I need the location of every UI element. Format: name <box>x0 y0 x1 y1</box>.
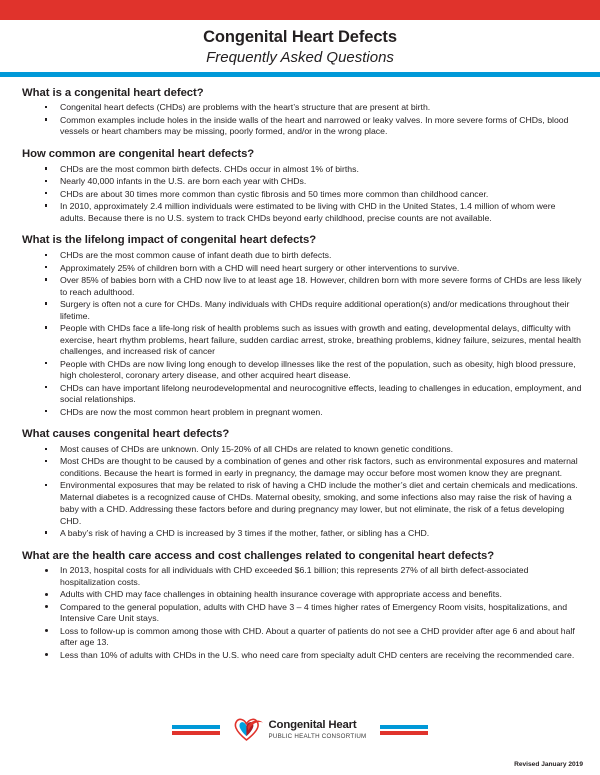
faq-answer-item <box>22 250 583 262</box>
faq-answer-text: CHDs are the most common cause of infant death due to birth defects. <box>60 250 332 261</box>
round-bullet-icon <box>45 653 48 656</box>
faq-answer-list <box>22 444 583 539</box>
faq-answer-text: CHDs are about 30 times more common than cystic fibrosis and 50 times more common than childhood cancer. <box>60 188 489 199</box>
faq-section <box>22 549 583 662</box>
square-bullet-icon <box>45 460 47 462</box>
faq-section <box>22 233 583 418</box>
faq-answer-item <box>22 383 583 406</box>
page-title: Congenital Heart Defects <box>203 28 397 46</box>
square-bullet-icon <box>45 254 47 256</box>
faq-question-heading: How common are congenital heart defects? <box>22 148 255 161</box>
faq-answer-list <box>22 565 583 661</box>
faq-answer-text: Over 85% of babies born with a CHD now live to at least age 18. However, children born with more severe forms of CHDs are less likely to reach adulthood. <box>60 274 582 297</box>
footer-logo-row <box>0 713 600 747</box>
faq-answer-item <box>22 456 583 479</box>
faq-answer-text: Environmental exposures that may be related to risk of having a CHD include the mother’s diet and certain chemicals and medications. Maternal diabetes is a recognized cause of CHDs. Maternal obesity, smoking, and some infections also may raise the risk of having a baby with a CHD. Addressing these factors before and during pregnancy may lower, but not eliminate, the risk of a fetus developing CHD. <box>60 480 578 526</box>
faq-answer-item <box>22 359 583 382</box>
logo-name: Congenital Heart <box>268 719 357 732</box>
square-bullet-icon <box>45 484 47 486</box>
footer-rule-right-red <box>380 731 428 735</box>
faq-question-heading: What is a congenital heart defect? <box>22 86 204 99</box>
faq-answer-list <box>22 164 583 224</box>
square-bullet-icon <box>45 118 47 120</box>
faq-answer-text: Common examples include holes in the inside walls of the heart and narrowed or leaky valves. In more severe forms of CHDs, blood vessels or heart chambers may be missing, poorly formed, and/or in the wrong place. <box>60 114 569 137</box>
document-footer <box>0 709 600 775</box>
faq-answer-text: In 2010, approximately 2.4 million individuals were estimated to be living with CHD in the United States, 1.4 million of whom were adults. Because there is no U.S. system to track CHDs beyond early childhood, precise counts are not available. <box>60 200 556 223</box>
faq-answer-text: Most CHDs are thought to be caused by a combination of genes and other risk factors, such as environmental exposures and maternal conditions. Because the heart is formed in early in pregnancy, the damage may occur before most women know they are pregnant. <box>60 456 578 479</box>
document-header <box>0 20 600 72</box>
faq-answer-item <box>22 176 583 188</box>
round-bullet-icon <box>45 569 48 572</box>
faq-answer-item <box>22 650 583 662</box>
faq-answer-item <box>22 602 583 625</box>
square-bullet-icon <box>45 386 47 388</box>
faq-answer-text: Approximately 25% of children born with a CHD will need heart surgery or other interventions to survive. <box>60 262 460 273</box>
square-bullet-icon <box>45 204 47 206</box>
faq-section <box>22 86 583 139</box>
organization-logo <box>220 717 381 743</box>
round-bullet-icon <box>45 593 48 596</box>
logo-subtitle: PUBLIC HEALTH CONSORTIUM <box>268 732 367 740</box>
faq-answer-item <box>22 589 583 601</box>
faq-answer-item <box>22 323 583 358</box>
square-bullet-icon <box>45 167 47 169</box>
round-bullet-icon <box>45 605 48 608</box>
faq-question-heading: What is the lifelong impact of congenital heart defects? <box>22 234 317 247</box>
square-bullet-icon <box>45 106 47 108</box>
faq-answer-item <box>22 407 583 419</box>
faq-answer-item <box>22 444 583 456</box>
square-bullet-icon <box>45 531 47 533</box>
faq-answer-text: A baby’s risk of having a CHD is increased by 3 times if the mother, father, or sibling has a CHD. <box>60 527 430 538</box>
faq-answer-text: Most causes of CHDs are unknown. Only 15-20% of all CHDs are related to known genetic conditions. <box>60 444 454 455</box>
footer-rule-right <box>380 725 428 736</box>
faq-answer-item <box>22 528 583 540</box>
square-bullet-icon <box>45 448 47 450</box>
square-bullet-icon <box>45 362 47 364</box>
top-accent-bar <box>0 0 600 20</box>
revision-date: Revised January 2019 <box>514 761 583 768</box>
faq-answer-list <box>22 102 583 138</box>
footer-rule-right-blue <box>380 725 428 729</box>
square-bullet-icon <box>45 278 47 280</box>
faq-answer-text: Surgery is often not a cure for CHDs. Many individuals with CHDs require additional operation(s) and/or medications throughout their lifetime. <box>60 298 570 321</box>
faq-answer-text: In 2013, hospital costs for all individuals with CHD exceeded $6.1 billion; this represents 27% of all birth defect-associated hospitalization costs. <box>60 565 529 588</box>
square-bullet-icon <box>45 192 47 194</box>
faq-content <box>0 77 600 709</box>
square-bullet-icon <box>45 302 47 304</box>
faq-answer-text: Loss to follow-up is common among those with CHD. About a quarter of patients do not see a CHD provider after age 6 and about half after age 13. <box>60 625 575 648</box>
faq-answer-text: Compared to the general population, adults with CHD have 3 – 4 times higher rates of Emergency Room visits, hospitalizations, and Intensive Care Unit stays. <box>60 601 568 624</box>
faq-answer-item <box>22 189 583 201</box>
faq-answer-item <box>22 480 583 527</box>
faq-answer-text: CHDs are the most common birth defects. CHDs occur in almost 1% of births. <box>60 164 359 175</box>
footer-rule-left <box>172 725 220 736</box>
square-bullet-icon <box>45 410 47 412</box>
faq-answer-item <box>22 164 583 176</box>
faq-answer-item <box>22 102 583 114</box>
faq-answer-text: CHDs are now the most common heart problem in pregnant women. <box>60 406 323 417</box>
double-heart-icon <box>234 717 264 743</box>
square-bullet-icon <box>45 326 47 328</box>
faq-answer-item <box>22 299 583 322</box>
faq-answer-list <box>22 250 583 418</box>
square-bullet-icon <box>45 180 47 182</box>
faq-answer-item <box>22 275 583 298</box>
faq-section <box>22 147 583 224</box>
faq-answer-text: Adults with CHD may face challenges in obtaining health insurance coverage with appropriate access and benefits. <box>60 589 502 600</box>
footer-rule-left-red <box>172 731 220 735</box>
square-bullet-icon <box>45 266 47 268</box>
faq-answer-text: People with CHDs are now living long enough to develop illnesses like the rest of the population, such as obesity, high blood pressure, high cholesterol, coronary artery disease, and other acquired heart disease. <box>60 358 576 381</box>
faq-answer-text: CHDs can have important lifelong neurodevelopmental and neurocognitive effects, leading to challenges in education, employment, and social relationships. <box>60 382 582 405</box>
faq-answer-text: Congenital heart defects (CHDs) are problems with the heart’s structure that are present at birth. <box>60 102 431 113</box>
faq-question-heading: What are the health care access and cost challenges related to congenital heart defects? <box>22 549 495 562</box>
faq-answer-text: People with CHDs face a life-long risk of health problems such as issues with growth and eating, developmental delays, difficulty with exercise, heart rhythm problems, heart failure, sudden cardiac arrest, stroke, breathing problems, kidney failure, seizures, mental health challenges, and increased risk of cancer <box>60 322 582 357</box>
page-subtitle: Frequently Asked Questions <box>206 49 394 67</box>
faq-answer-item <box>22 626 583 649</box>
faq-answer-item <box>22 565 583 588</box>
faq-section <box>22 427 583 539</box>
faq-answer-text: Nearly 40,000 infants in the U.S. are born each year with CHDs. <box>60 176 307 187</box>
round-bullet-icon <box>45 629 48 632</box>
faq-answer-item <box>22 263 583 275</box>
faq-answer-text: Less than 10% of adults with CHDs in the U.S. who need care from specialty adult CHD centers are receiving the recommended care. <box>60 649 575 660</box>
footer-rule-left-blue <box>172 725 220 729</box>
logo-text-block <box>269 720 367 740</box>
faq-answer-item <box>22 201 583 224</box>
faq-answer-item <box>22 115 583 138</box>
faq-question-heading: What causes congenital heart defects? <box>22 428 230 441</box>
